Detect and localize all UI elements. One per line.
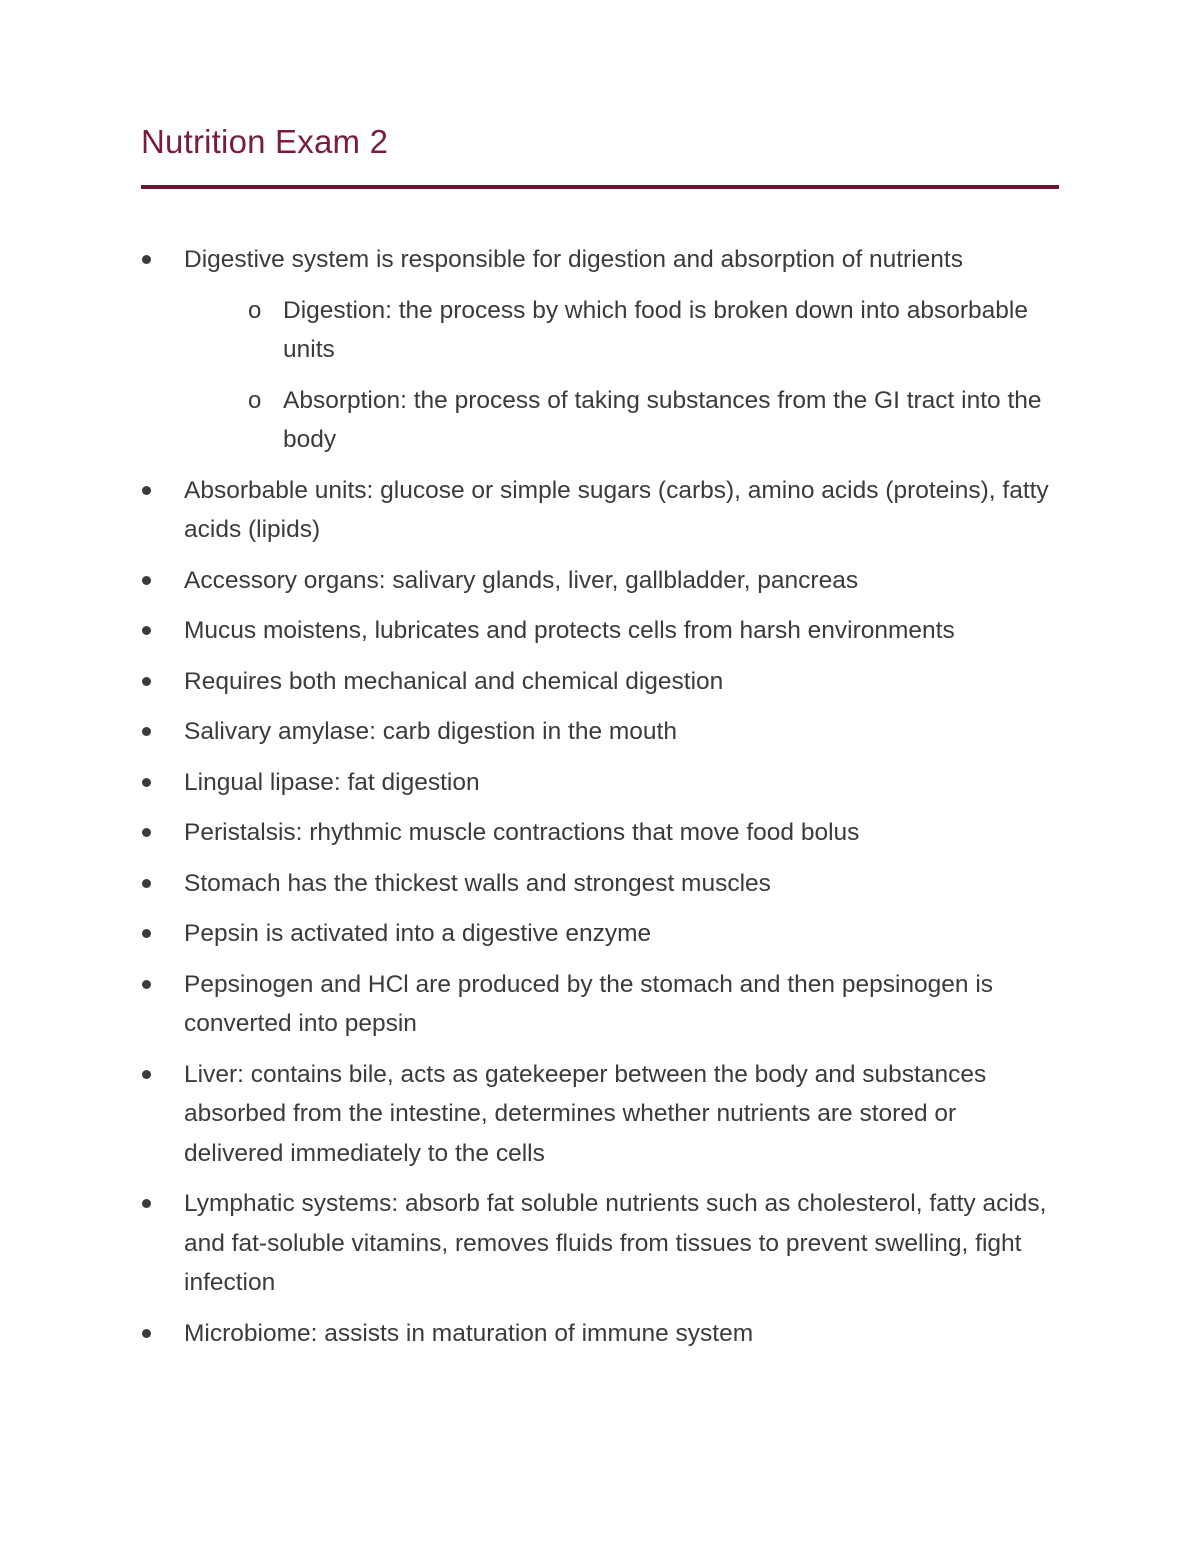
list-item-text: Accessory organs: salivary glands, liver, gallbladder, pancreas: [184, 566, 859, 594]
list-item: [141, 471, 1059, 550]
list-item: [141, 965, 1059, 1044]
list-item-text: Requires both mechanical and chemical digestion: [184, 667, 724, 695]
list-item-text: Liver: contains bile, acts as gatekeeper between the body and substances absorbed from the intestine, determines whether nutrients are stored or delivered immediately to the cells: [184, 1060, 987, 1167]
list-item: [141, 611, 1059, 651]
bullet-icon: [142, 879, 151, 888]
bullet-icon: [142, 980, 151, 989]
list-item: [141, 240, 1059, 460]
bullet-icon: [142, 828, 151, 837]
list-item-text: Peristalsis: rhythmic muscle contractions that move food bolus: [184, 819, 860, 846]
list-item: [141, 864, 1059, 904]
list-item-text: Stomach has the thickest walls and strongest muscles: [184, 869, 771, 897]
list-item-text: Absorbable units: glucose or simple sugars (carbs), amino acids (proteins), fatty acids (lipids): [184, 476, 1049, 543]
bullet-icon: [142, 727, 151, 736]
list-item-text: Lingual lipase: fat digestion: [184, 768, 480, 796]
list-item: [141, 914, 1059, 954]
title-divider: [141, 185, 1059, 189]
hollow-bullet-icon: o: [248, 296, 262, 324]
list-item-text: Lymphatic systems: absorb fat soluble nutrients such as cholesterol, fatty acids, and fat-soluble vitamins, removes fluids from tissues to prevent swelling, fight infection: [184, 1190, 1047, 1296]
sub-list-item: [184, 291, 1059, 370]
list-item: [141, 561, 1059, 601]
bullet-icon: [142, 1329, 151, 1338]
bullet-icon: [142, 1070, 151, 1079]
hollow-bullet-icon: o: [248, 386, 262, 414]
sub-list-item-text: Absorption: the process of taking substances from the GI tract into the body: [283, 386, 1042, 453]
bullet-icon: [142, 778, 151, 787]
list-item: [141, 1184, 1059, 1303]
bullet-icon: [142, 1199, 151, 1208]
list-item-text: Mucus moistens, lubricates and protects cells from harsh environments: [184, 617, 955, 644]
bullet-list: [141, 240, 1059, 1353]
bullet-icon: [142, 255, 151, 264]
list-item: [141, 1055, 1059, 1174]
list-item: [141, 813, 1059, 853]
bullet-icon: [142, 929, 151, 938]
bullet-icon: [142, 576, 151, 585]
list-item: [141, 1314, 1059, 1354]
list-item: [141, 662, 1059, 702]
sub-list-item: [184, 381, 1059, 460]
list-item: [141, 763, 1059, 803]
bullet-icon: [142, 626, 151, 635]
page-title: Nutrition Exam 2: [141, 123, 389, 160]
sub-list-item-text: Digestion: the process by which food is broken down into absorbable units: [283, 296, 1028, 363]
list-item-text: Microbiome: assists in maturation of immune system: [184, 1319, 754, 1347]
list-item-text: Salivary amylase: carb digestion in the mouth: [184, 718, 677, 745]
notes-content: [141, 240, 1059, 1364]
sub-bullet-list: [184, 291, 1059, 460]
bullet-icon: [142, 486, 151, 495]
list-item-text: Pepsin is activated into a digestive enzyme: [184, 920, 652, 947]
list-item: [141, 712, 1059, 752]
bullet-icon: [142, 677, 151, 686]
list-item-text: Digestive system is responsible for digestion and absorption of nutrients: [184, 246, 963, 273]
list-item-text: Pepsinogen and HCl are produced by the stomach and then pepsinogen is converted into pepsin: [184, 970, 994, 1037]
